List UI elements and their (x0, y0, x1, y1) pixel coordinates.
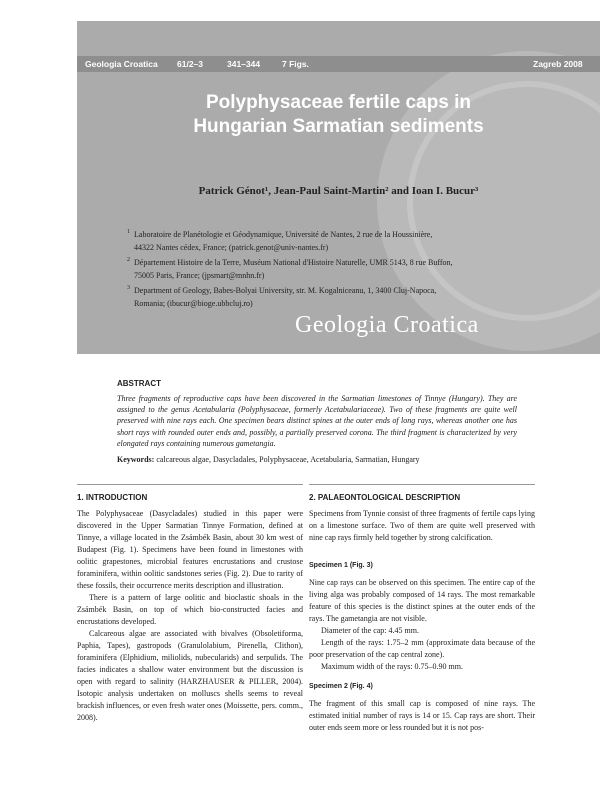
right-column-specimen-2 (309, 698, 535, 734)
abstract-text: Three fragments of reproductive caps have been discovered in the Sarmatian limestones of Tinnye (Hungary). They are assigned to the genus Acetabularia (Polyphysaceae, formerly Acetabulariaceae). Two of these fragments are quite well preserved with nine rays each. One specimen bears distinct spines at the outer ends of long rays, whereas another one has short rays with rounded outer ends and, possibly, a partially preserved corona. The third fragment is characterized by very elongated rays containing numerous gametangia. (117, 394, 517, 448)
title-line-1: Polyphysaceae fertile caps in (205, 92, 472, 113)
keywords-text: calcareous algae, Dasycladales, Polyphysaceae, Acetabularia, Sarmatian, Hungary (156, 455, 420, 464)
keywords-label: Keywords: (117, 455, 155, 464)
measurement: Length of the rays: 1.75–2 mm (approximate data because of the poor preservation of the cap central zone). (309, 638, 535, 659)
affiliation-line: Romania; (ibucur@bioge.ubbcluj.ro) (134, 299, 253, 308)
paragraph: Specimens from Tynnie consist of three fragments of fertile caps lying on a limestone surface. Two of them are quite well preserved with nine cap rays firmly held together by strong calcification. (309, 509, 535, 542)
section-heading-description: 2. PALAEONTOLOGICAL DESCRIPTION (309, 493, 461, 502)
affiliation-line: 75005 Paris, France; (jpsmart@mnhn.fr) (134, 271, 265, 280)
divider (77, 484, 303, 485)
affiliation-line: Department of Geology, Babes-Bolyai University, str. M. Kogalniceanu, 1, 3400 Cluj-Napoca, (134, 286, 437, 295)
affiliation-3 (127, 284, 574, 310)
affiliation-number: 3 (127, 285, 130, 291)
paragraph: Nine cap rays can be observed on this specimen. The entire cap of the living alga was probably composed of 14 rays. The most remarkable feature of this species is the distinct spines at the outer ends of the rays. The gametangia are not visible. (309, 578, 535, 623)
paragraph: Calcareous algae are associated with bivalves (Obsoletiforma, Paphia, Tapes), gastropods (Granulolabium, Pirenella, Clithon), foraminifera (Elphidium, miliolids, nubecularids) and serpulids. The facies indicates a shallow water environment but the discussion is open with regard to salinity (HARZHAUSER & PILLER, 2004). Isotopic analysis undertaken on molluscs shells seems to reveal brackish influences, or even fresh water ones (Moissette, pers. comm., 2008). (77, 629, 303, 722)
paragraph: The fragment of this small cap is composed of nine rays. The estimated initial number of rays is 14 or 15. Cap rays are short. Their outer ends seem more or less rounded but it is not pos- (309, 699, 535, 732)
section-heading-introduction: 1. INTRODUCTION (77, 493, 148, 502)
affiliation-number: 2 (127, 257, 130, 263)
right-column-specimen-1 (309, 577, 535, 673)
subheading-specimen-1: Specimen 1 (Fig. 3) (309, 562, 373, 569)
measurement: Diameter of the cap: 4.45 mm. (321, 626, 419, 635)
journal-brand-logo: Geologia Croatica (295, 312, 479, 338)
measurement: Maximum width of the rays: 0.75–0.90 mm. (321, 662, 463, 671)
keywords (117, 455, 517, 464)
right-column (309, 508, 535, 544)
place-year: Zagreb 2008 (533, 59, 583, 69)
title-line-2: Hungarian Sarmatian sediments (193, 116, 484, 137)
affiliation-number: 1 (127, 229, 130, 235)
journal-meta-bar (77, 56, 600, 72)
abstract-heading: ABSTRACT (117, 379, 161, 388)
affiliation-line: Département Histoire de la Terre, Muséum National d'Histoire Naturelle, UMR 5143, 8 rue Buffon, (134, 258, 453, 267)
affiliation-line: 44322 Nantes cédex, France; (patrick.genot@univ-nantes.fr) (134, 243, 329, 252)
left-column (77, 508, 303, 724)
affiliation-1 (127, 228, 574, 254)
page-range: 341–344 (227, 59, 261, 69)
authors: Patrick Génot¹, Jean-Paul Saint-Martin² and Ioan I. Bucur³ (198, 185, 479, 197)
paragraph: The Polyphysaceae (Dasycladales) studied in this paper were discovered in the Upper Sarmatian Tinnye Formation, defined at Tinnye, a village located in the Zsámbék Basin, about 30 km west of Budapest (Fig. 1). Specimens have been found in limestones with oolitic grapestones, microbial features encrustations and crustose foraminifera, within oolitic sandstones series (Fig. 2). Due to rarity of these fossils, their occurrence merits description and illustration. (77, 509, 303, 590)
affiliation-line: Laboratoire de Planétologie et Géodynamique, Université de Nantes, 2 rue de la Houssinière, (134, 230, 433, 239)
affiliation-2 (127, 256, 574, 282)
divider (309, 484, 535, 485)
figure-count: 7 Figs. (282, 59, 309, 69)
volume: 61/2–3 (177, 59, 203, 69)
journal-name: Geologia Croatica (85, 59, 158, 69)
subheading-specimen-2: Specimen 2 (Fig. 4) (309, 683, 373, 690)
paragraph: There is a pattern of large oolitic and bioclastic shoals in the Zsámbék Basin, on top of which bio-constructed facies and encrustations developed. (77, 593, 303, 626)
